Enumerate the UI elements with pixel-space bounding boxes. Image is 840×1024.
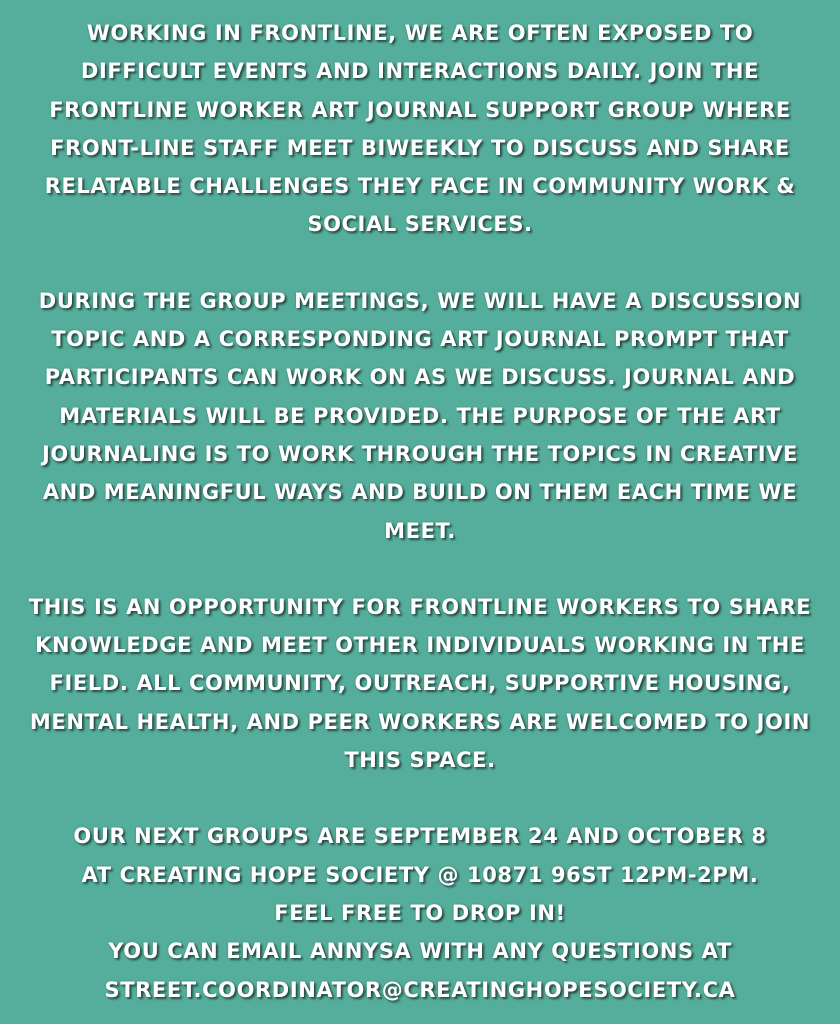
schedule-dates: OUR NEXT GROUPS ARE SEPTEMBER 24 AND OCTOBER 8 — [73, 824, 767, 849]
opportunity-paragraph: THIS IS AN OPPORTUNITY FOR FRONTLINE WORKERS TO SHARE KNOWLEDGE AND MEET OTHER INDIVIDUALS WORKING IN THE FIELD. ALL COMMUNITY, OUTREACH, SUPPORTIVE HOUSING, MENTAL HEALTH, AND PEER WORKERS ARE WELCOMED TO JOIN THIS SPACE. — [28, 594, 812, 773]
drop-in-note: FEEL FREE TO DROP IN! — [274, 900, 566, 925]
paragraph-spacer — [26, 779, 814, 817]
intro-paragraph: WORKING IN FRONTLINE, WE ARE OFTEN EXPOSED TO DIFFICULT EVENTS AND INTERACTIONS DAILY. JOIN THE FRONTLINE WORKER ART JOURNAL SUPPORT GROUP WHERE FRONT-LINE STAFF MEET BIWEEKLY TO DISCUSS AND SHARE RELATABLE CHALLENGES THEY FACE IN COMMUNITY WORK & SOCIAL SERVICES. — [44, 21, 796, 237]
paragraph-spacer — [26, 550, 814, 588]
contact-email: STREET.COORDINATOR@CREATINGHOPESOCIETY.CA — [104, 977, 736, 1002]
contact-note: YOU CAN EMAIL ANNYSA WITH ANY QUESTIONS AT — [108, 939, 732, 964]
meeting-details-paragraph: DURING THE GROUP MEETINGS, WE WILL HAVE A DISCUSSION TOPIC AND A CORRESPONDING ART JOURNAL PROMPT THAT PARTICIPANTS CAN WORK ON AS WE DISCUSS. JOURNAL AND MATERIALS WILL BE PROVIDED. THE PURPOSE OF THE ART JOURNALING IS TO WORK THROUGH THE TOPICS IN CREATIVE AND MEANINGFUL WAYS AND BUILD ON THEM EACH TIME WE MEET. — [38, 288, 802, 543]
paragraph-spacer — [26, 244, 814, 282]
schedule-location: AT CREATING HOPE SOCIETY @ 10871 96ST 12PM-2PM. — [81, 862, 759, 887]
schedule-and-contact — [26, 817, 814, 1008]
